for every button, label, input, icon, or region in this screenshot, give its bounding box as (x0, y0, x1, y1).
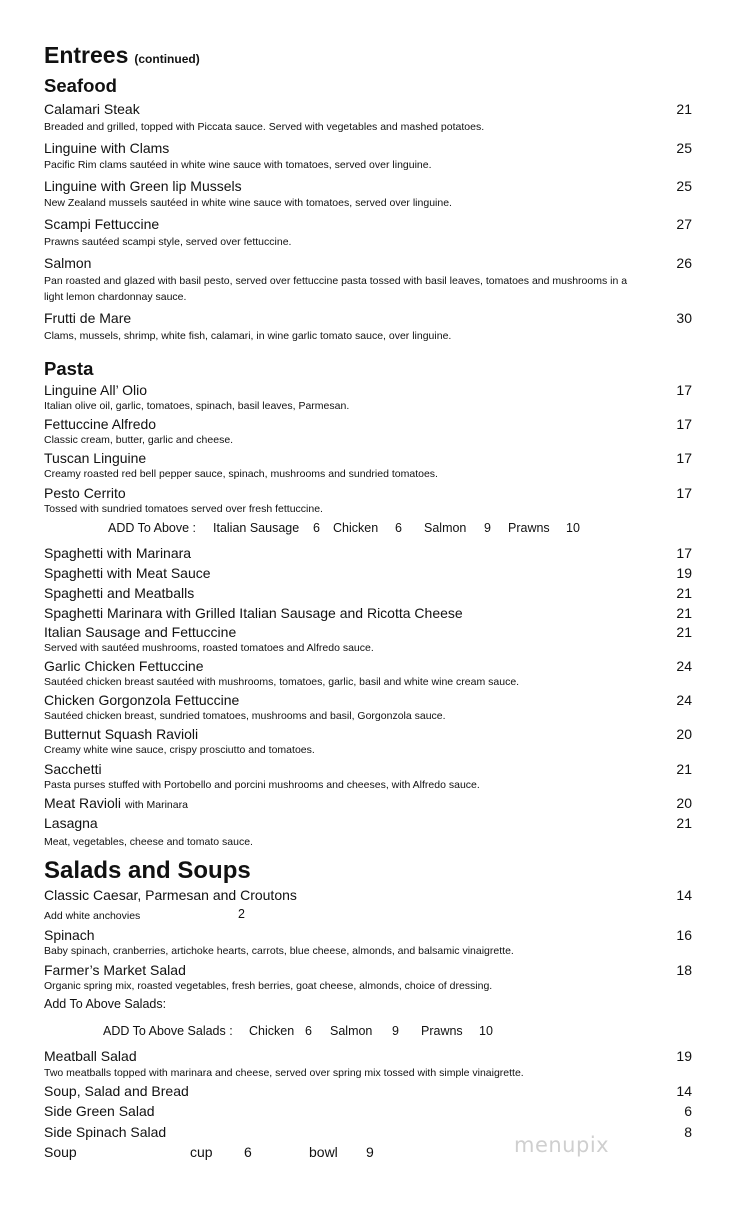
menu-item-price: 24 (676, 692, 692, 708)
menu-item-description: Organic spring mix, roasted vegetables, fresh berries, goat cheese, almonds, choice of dressing. (44, 980, 493, 992)
menu-item-price: 24 (676, 658, 692, 674)
menu-item-description: Sautéed chicken breast sautéed with mushrooms, tomatoes, garlic, basil and white wine cream sauce. (44, 676, 520, 688)
menu-item-name: Sacchetti (44, 761, 102, 777)
menu-item-price: 21 (676, 815, 692, 831)
addon-label: ADD To Above : (108, 521, 197, 535)
menu-item-price: 30 (676, 310, 692, 326)
menu-item-description: Italian olive oil, garlic, tomatoes, spinach, basil leaves, Parmesan. (44, 400, 350, 412)
menu-item-price: 19 (676, 1048, 692, 1064)
menu-item-price: 21 (676, 101, 692, 117)
watermark-logo: menupix (514, 1133, 610, 1157)
salad-addons-heading: Add To Above Salads: (44, 997, 167, 1011)
addon-price: 6 (313, 521, 320, 535)
menu-item-price: 16 (676, 927, 692, 943)
menu-item-price: 17 (676, 416, 692, 432)
soup-bowl-price: 9 (366, 1144, 374, 1160)
menu-item-price: 25 (676, 140, 692, 156)
menu-item-description: Creamy white wine sauce, crispy prosciutto and tomatoes. (44, 744, 315, 756)
addon-price: 9 (484, 521, 491, 535)
addon-name: Italian Sausage (213, 521, 300, 535)
addon-label: ADD To Above Salads : (103, 1024, 233, 1038)
menu-item-name: Side Spinach Salad (44, 1124, 167, 1140)
menu-item-name: Meat Ravioli (44, 795, 122, 811)
pasta-addons-line (108, 521, 580, 535)
menu-item-name: Soup (44, 1144, 77, 1160)
menu-item-description: Breaded and grilled, topped with Piccata sauce. Served with vegetables and mashed potatoes. (44, 121, 485, 133)
addon-price: 6 (305, 1024, 312, 1038)
menu-item-name: Spaghetti with Marinara (44, 545, 192, 561)
salad-addons-line (103, 1024, 493, 1038)
section-heading-seafood: Seafood (44, 75, 117, 96)
menu-item-description: Meat, vegetables, cheese and tomato sauce. (44, 836, 253, 848)
menu-item-price: 21 (676, 624, 692, 640)
menu-item-name: Linguine All’ Olio (44, 382, 147, 398)
menu-item-description: Pan roasted and glazed with basil pesto, served over fettuccine pasta tossed with basil leaves, tomatoes and mushrooms in a light lemon chardonnay sauce. (44, 275, 628, 303)
anchovies-label: Add white anchovies (44, 910, 141, 922)
menu-item-name: Spaghetti and Meatballs (44, 585, 195, 601)
menu-item-name: Scampi Fettuccine (44, 216, 160, 232)
menu-item-description: Two meatballs topped with marinara and cheese, served over spring mix tossed with simple vinaigrette. (44, 1067, 524, 1079)
section-heading-salads: Salads and Soups (44, 857, 251, 884)
menu-item-name: Frutti de Mare (44, 310, 132, 326)
addon-price: 10 (566, 521, 580, 535)
menu-item-price: 20 (676, 726, 692, 742)
menu-item-name: Calamari Steak (44, 101, 140, 117)
menu-item-price: 18 (676, 962, 692, 978)
menu-item-name: Salmon (44, 255, 92, 271)
menu-item-price: 17 (676, 382, 692, 398)
menu-item-name: Garlic Chicken Fettuccine (44, 658, 204, 674)
menu-item-price: 26 (676, 255, 692, 271)
menu-item-name-suffix: with Marinara (124, 799, 188, 811)
menu-item-name: Butternut Squash Ravioli (44, 726, 199, 742)
page-title (44, 42, 200, 69)
menu-item-name: Pesto Cerrito (44, 485, 126, 501)
menu-item-name: Linguine with Green lip Mussels (44, 178, 242, 194)
addon-price: 6 (395, 521, 402, 535)
menu-item-description: Sautéed chicken breast, sundried tomatoes, mushrooms and basil, Gorgonzola sauce. (44, 710, 446, 722)
soup-cup-price: 6 (244, 1144, 252, 1160)
menu-item-price: 8 (684, 1124, 692, 1140)
menu-item-description: Clams, mussels, shrimp, white fish, calamari, in wine garlic tomato sauce, over linguine. (44, 330, 452, 342)
anchovies-price: 2 (238, 907, 245, 921)
menu-item-name: Linguine with Clams (44, 140, 170, 156)
addon-name: Salmon (330, 1024, 373, 1038)
menu-item-name-row (44, 795, 188, 811)
menu-item-description: New Zealand mussels sautéed in white wine sauce with tomatoes, served over linguine. (44, 197, 452, 209)
menu-item-description: Pacific Rim clams sautéed in white wine sauce with tomatoes, served over linguine. (44, 159, 432, 171)
addon-price: 9 (392, 1024, 399, 1038)
menu-item-price: 17 (676, 450, 692, 466)
addon-name: Salmon (424, 521, 467, 535)
menu-item-price: 19 (676, 565, 692, 581)
menu-item-price: 17 (676, 485, 692, 501)
menu-item-name: Farmer’s Market Salad (44, 962, 186, 978)
menu-item-name: Spaghetti with Meat Sauce (44, 565, 211, 581)
menu-item-name: Meatball Salad (44, 1048, 137, 1064)
page-subtitle: (continued) (134, 52, 200, 66)
menu-item-price: 17 (676, 545, 692, 561)
menu-item-name: Classic Caesar, Parmesan and Croutons (44, 887, 297, 903)
menu-item-price: 6 (684, 1103, 692, 1119)
menu-item-description: Creamy roasted red bell pepper sauce, spinach, mushrooms and sundried tomatoes. (44, 468, 438, 480)
menu-item-description: Classic cream, butter, garlic and cheese. (44, 434, 234, 446)
menu-item-description: Prawns sautéed scampi style, served over fettuccine. (44, 236, 292, 248)
menu-item-price: 21 (676, 605, 692, 621)
menu-item-description: Pasta purses stuffed with Portobello and porcini mushrooms and cheeses, with Alfredo sauce. (44, 779, 480, 791)
menu-item-description: Tossed with sundried tomatoes served over fresh fettuccine. (44, 503, 323, 515)
menu-item-price: 14 (676, 887, 692, 903)
menu-item-name: Tuscan Linguine (44, 450, 147, 466)
addon-name: Prawns (508, 521, 550, 535)
addon-name: Prawns (421, 1024, 463, 1038)
menu-item-name: Chicken Gorgonzola Fettuccine (44, 692, 240, 708)
menu-item-price: 21 (676, 761, 692, 777)
menu-item-name: Lasagna (44, 815, 98, 831)
menu-item-name: Italian Sausage and Fettuccine (44, 624, 237, 640)
soup-cup-label: cup (190, 1144, 213, 1160)
menu-item-name: Soup, Salad and Bread (44, 1083, 189, 1099)
menu-item-price: 27 (676, 216, 692, 232)
menu-item-name: Fettuccine Alfredo (44, 416, 157, 432)
addon-name: Chicken (333, 521, 379, 535)
addon-name: Chicken (249, 1024, 295, 1038)
menu-item-name: Spinach (44, 927, 95, 943)
menu-item-price: 21 (676, 585, 692, 601)
page-title-text: Entrees (44, 42, 129, 68)
menu-item-description: Served with sautéed mushrooms, roasted tomatoes and Alfredo sauce. (44, 642, 374, 654)
menu-item-price: 20 (676, 795, 692, 811)
menu-item-description: Baby spinach, cranberries, artichoke hearts, carrots, blue cheese, almonds, and balsamic vinaigrette. (44, 945, 514, 957)
menu-item-name: Spaghetti Marinara with Grilled Italian Sausage and Ricotta Cheese (44, 605, 463, 621)
addon-price: 10 (479, 1024, 493, 1038)
soup-bowl-label: bowl (309, 1144, 338, 1160)
section-heading-pasta: Pasta (44, 358, 94, 379)
menu-item-price: 14 (676, 1083, 692, 1099)
menu-item-price: 25 (676, 178, 692, 194)
menu-item-name: Side Green Salad (44, 1103, 155, 1119)
